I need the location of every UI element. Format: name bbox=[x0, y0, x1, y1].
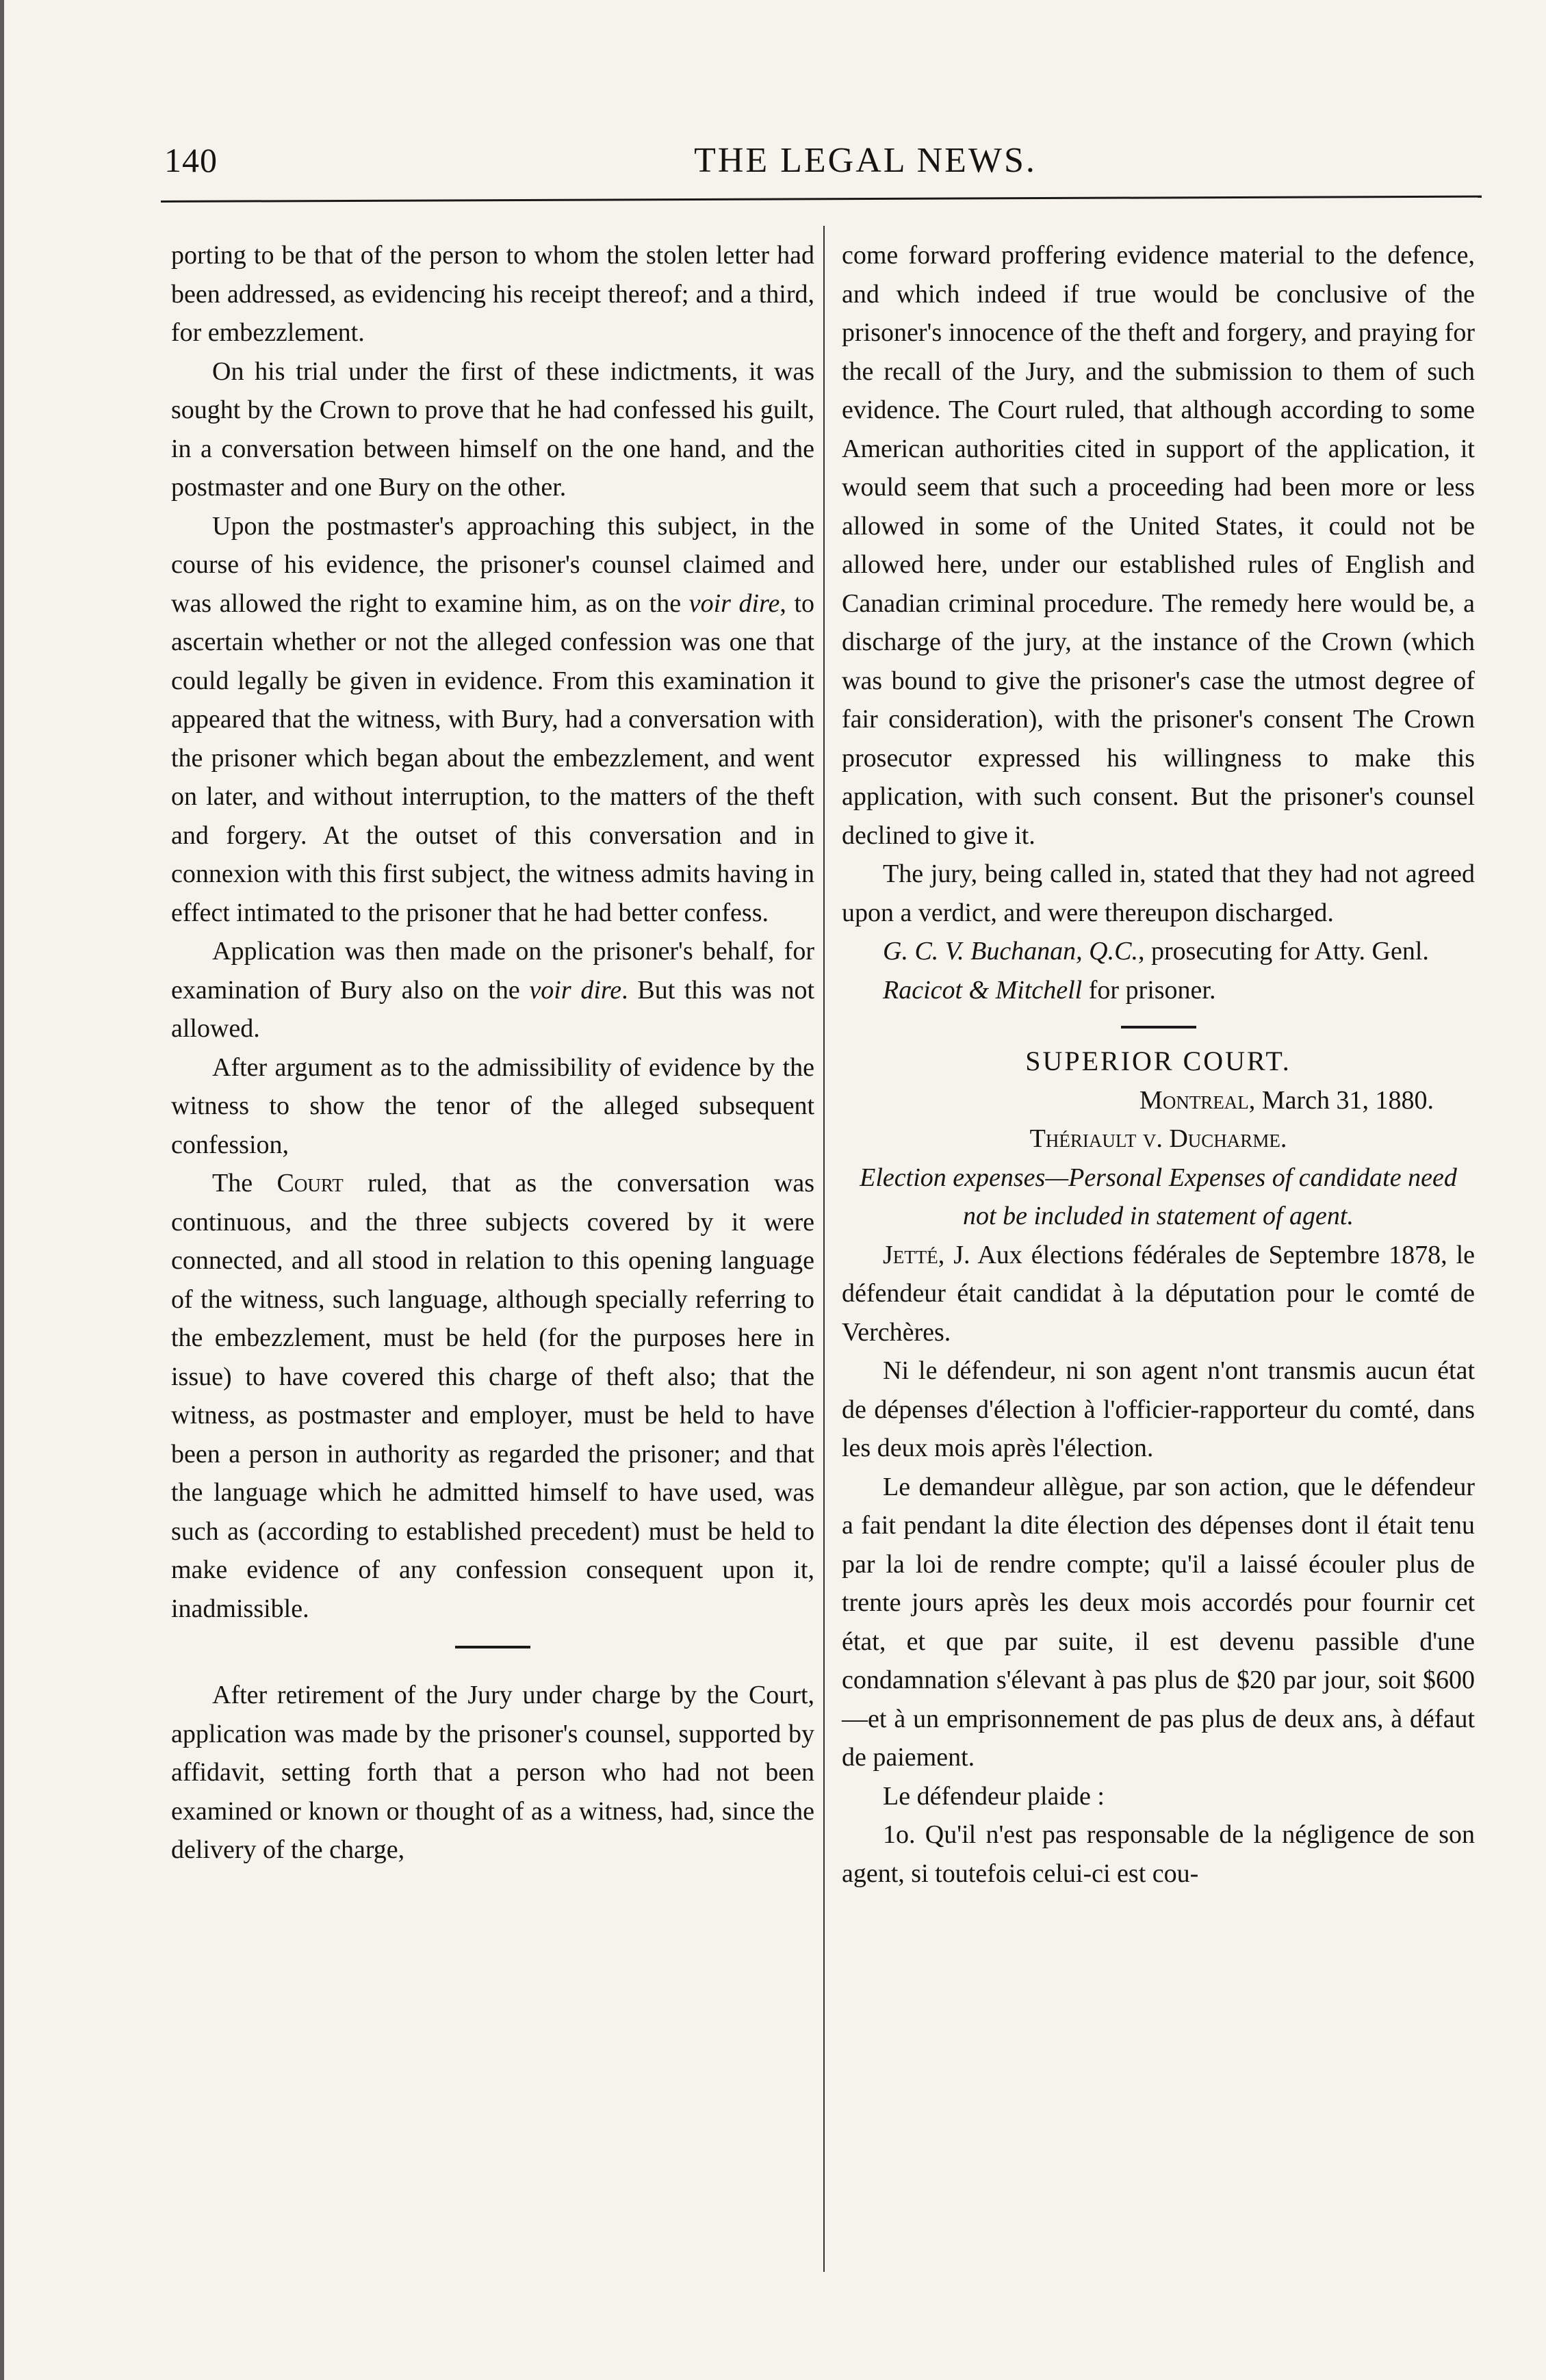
right-paragraph-6: Le défendeur plaide : bbox=[883, 1781, 1105, 1811]
left-paragraph-5: After argument as to the admissibility of evidence by the witness to show the tenor of the alleged subsequent confession, bbox=[171, 1052, 814, 1159]
right-paragraph-5: Le demandeur allègue, par son action, que le défendeur a fait pendant la dite élection des dépenses dont il était tenu par la loi de rendre compte; qu'il a laissé écouler plus de trente jours après les deux mois accordés pour fournir cet état, et que par suite, il est devenu passible d'une condamnation s'élevant à pas plus de $20 par jour, soit $600—et à un emprisonnement de pas plus de deux ans, à défaut de paiement. bbox=[842, 1472, 1475, 1772]
paragraph-text: The bbox=[212, 1169, 277, 1198]
counsel-line-crown bbox=[842, 932, 1475, 971]
right-column bbox=[842, 236, 1475, 1893]
counsel-name: Racicot & Mitchell bbox=[883, 975, 1083, 1005]
left-paragraph-1: porting to be that of the person to whom the stolen letter had been addressed, as evidencing his receipt thereof; and a third, for embezzlement. bbox=[171, 241, 814, 347]
court-term: Court bbox=[276, 1169, 344, 1198]
journal-title: THE LEGAL NEWS. bbox=[694, 141, 1037, 180]
right-paragraph-3 bbox=[842, 1236, 1475, 1352]
left-column bbox=[171, 236, 814, 1870]
case-name: Thériault v. Ducharme. bbox=[1029, 1124, 1287, 1153]
date-city: Montreal, bbox=[1139, 1085, 1256, 1115]
section-rule bbox=[455, 1646, 530, 1648]
page-number: 140 bbox=[164, 141, 218, 179]
voir-dire-term: voir dire bbox=[529, 975, 622, 1005]
page-edge-line bbox=[0, 0, 4, 2380]
catchline: Election expenses—Personal Expenses of candidate need not be included in statement of agent. bbox=[860, 1163, 1457, 1230]
voir-dire-term: voir dire bbox=[688, 588, 780, 618]
right-paragraph-4: Ni le défendeur, ni son agent n'ont transmis aucun état de dépenses d'élection à l'officier-rapporteur du comté, dans les deux mois après l'élection. bbox=[842, 1356, 1475, 1462]
counsel-name: G. C. V. Buchanan, Q.C. bbox=[883, 937, 1138, 966]
court-heading: SUPERIOR COURT. bbox=[1025, 1046, 1291, 1076]
counsel-line-prisoner bbox=[842, 971, 1475, 1010]
right-paragraph-2: The jury, being called in, stated that they had not agreed upon a verdict, and were thereupon discharged. bbox=[842, 859, 1475, 927]
left-paragraph-7: After retirement of the Jury under charge by the Court, application was made by the prisoner's counsel, supported by affidavit, setting forth that a person who had not been examined or known or thought of as a witness, had, since the delivery of the charge, bbox=[171, 1681, 814, 1864]
date-text: March 31, 1880. bbox=[1255, 1085, 1434, 1115]
column-divider bbox=[823, 226, 825, 2272]
right-paragraph-7: 1o. Qu'il n'est pas responsable de la négligence de son agent, si toutefois celui-ci est cou- bbox=[842, 1820, 1475, 1888]
section-rule bbox=[1121, 1026, 1196, 1029]
paragraph-text: Upon the postmaster's approaching this subject, in the course of his evidence, the prisoner's counsel claimed and was allowed the right to examine him, as on the bbox=[171, 511, 814, 618]
page-header bbox=[164, 140, 1443, 202]
left-paragraph-4 bbox=[171, 932, 814, 1048]
left-paragraph-3 bbox=[171, 507, 814, 933]
judge-name: Jetté, J. bbox=[883, 1240, 970, 1269]
right-paragraph-1: come forward proffering evidence material to the defence, and which indeed if true would be conclusive of the prisoner's innocence of the theft and forgery, and praying for the recall of the Jury, and the submission to them of such evidence. The Court ruled, that although according to some American authorities cited in support of the application, it would seem that such a proceeding had been more or less allowed in some of the United States, it could not be allowed here, under our established rules of English and Canadian criminal procedure. The remedy here would be, a discharge of the jury, at the instance of the Crown (which was bound to give the prisoner's case the utmost degree of fair consideration), with the prisoner's consent The Crown prosecutor expressed his willingness to make this application, with such consent. But the prisoner's counsel declined to give it. bbox=[842, 241, 1475, 850]
left-paragraph-2: On his trial under the first of these indictments, it was sought by the Crown to prove that he had confessed his guilt, in a conversation between himself on the one hand, and the postmaster and one Bury on the other. bbox=[171, 357, 814, 502]
paragraph-text: Aux élections fédérales de Septembre 1878, le défendeur était candidat à la députation pour le comté de Verchères. bbox=[842, 1240, 1475, 1347]
case-date bbox=[842, 1081, 1475, 1120]
counsel-role: for prisoner. bbox=[1082, 975, 1216, 1005]
counsel-role: , prosecuting for Atty. Genl. bbox=[1137, 937, 1429, 966]
paragraph-text: , to ascertain whether or not the alleged confession was one that could legally be given in evidence. From this examination it appeared that the witness, with Bury, had a conversation with the prisoner which began about the embezzlement, and went on later, and without interruption, to the matters of the theft and forgery. At the outset of this conversation and in connexion with this first subject, the witness admits having in effect intimated to the prisoner that he had better confess. bbox=[171, 588, 815, 927]
left-paragraph-6 bbox=[171, 1164, 814, 1628]
paragraph-text: . But this was not allowed. bbox=[171, 975, 815, 1043]
paragraph-text: Application was then made on the prisoner's behalf, for examination of Bury also on the bbox=[171, 937, 814, 1005]
paragraph-text: ruled, that as the conversation was continuous, and the three subjects covered by it were connected, and all stood in relation to this opening language of the witness, such language, although specially referring to the embezzlement, must be held (for the purposes here in issue) to have covered this charge of theft also; that the witness, as postmaster and employer, must be held to have been a person in authority as regarded the prisoner; and that the language which he admitted himself to have used, was such as (according to established precedent) must be held to make evidence of any confession consequent upon it, inadmissible. bbox=[171, 1169, 815, 1623]
